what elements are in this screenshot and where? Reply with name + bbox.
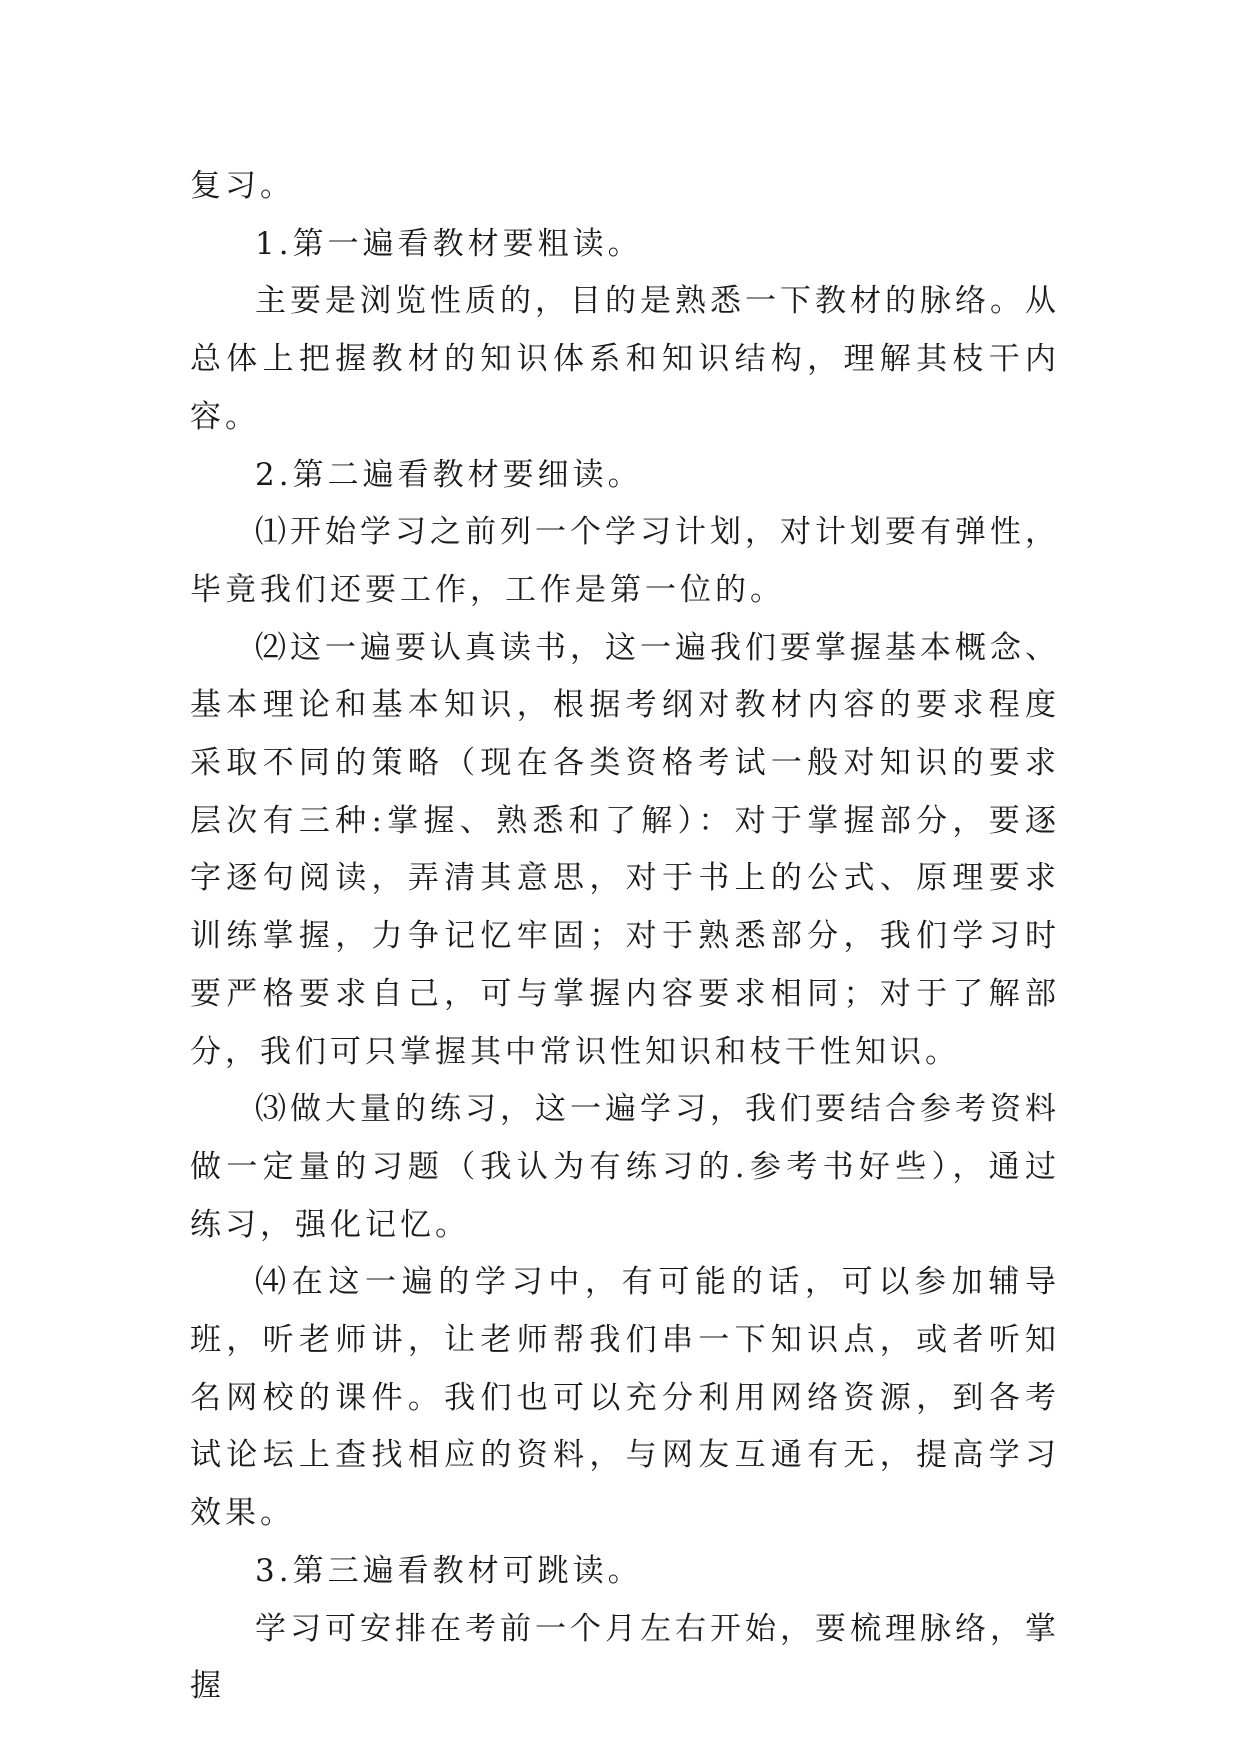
paragraph-continuation: 复习。 — [190, 168, 295, 204]
paragraph-third-reading: 学习可安排在考前一个月左右开始，要梳理脉络，掌握 — [190, 1610, 1060, 1705]
heading-third-reading: 3.第三遍看教材可跳读。 — [255, 1552, 643, 1589]
heading-second-reading: 2.第二遍看教材要细读。 — [255, 456, 643, 493]
paragraph-first-reading: 主要是浏览性质的，目的是熟悉一下教材的脉络。从总体上把握教材的知识体系和知识结构，理解其枝干内容。 — [190, 283, 1060, 435]
document-body — [190, 158, 1060, 1716]
paragraph-practice: ⑶做大量的练习，这一遍学习，我们要结合参考资料做一定量的习题（我认为有练习的.参考书好些），通过练习，强化记忆。 — [190, 1091, 1060, 1243]
paragraph-study-plan: ⑴开始学习之前列一个学习计划，对计划要有弹性，毕竟我们还要工作，工作是第一位的。 — [190, 514, 1060, 608]
heading-first-reading: 1.第一遍看教材要粗读。 — [255, 225, 643, 262]
paragraph-careful-reading: ⑵这一遍要认真读书，这一遍我们要掌握基本概念、基本理论和基本知识，根据考纲对教材内容的要求程度采取不同的策略（现在各类资格考试一般对知识的要求层次有三种:掌握、熟悉和了解）：对于掌握部分，要逐字逐句阅读，弄清其意思，对于书上的公式、原理要求训练掌握，力争记忆牢固；对于熟悉部分，我们学习时要严格要求自己，可与掌握内容要求相同；对于了解部分，我们可只掌握其中常识性知识和枝干性知识。 — [190, 629, 1060, 1070]
paragraph-tutoring: ⑷在这一遍的学习中，有可能的话，可以参加辅导班，听老师讲，让老师帮我们串一下知识点，或者听知名网校的课件。我们也可以充分利用网络资源，到各考试论坛上查找相应的资料，与网友互通有无，提高学习效果。 — [190, 1264, 1060, 1532]
